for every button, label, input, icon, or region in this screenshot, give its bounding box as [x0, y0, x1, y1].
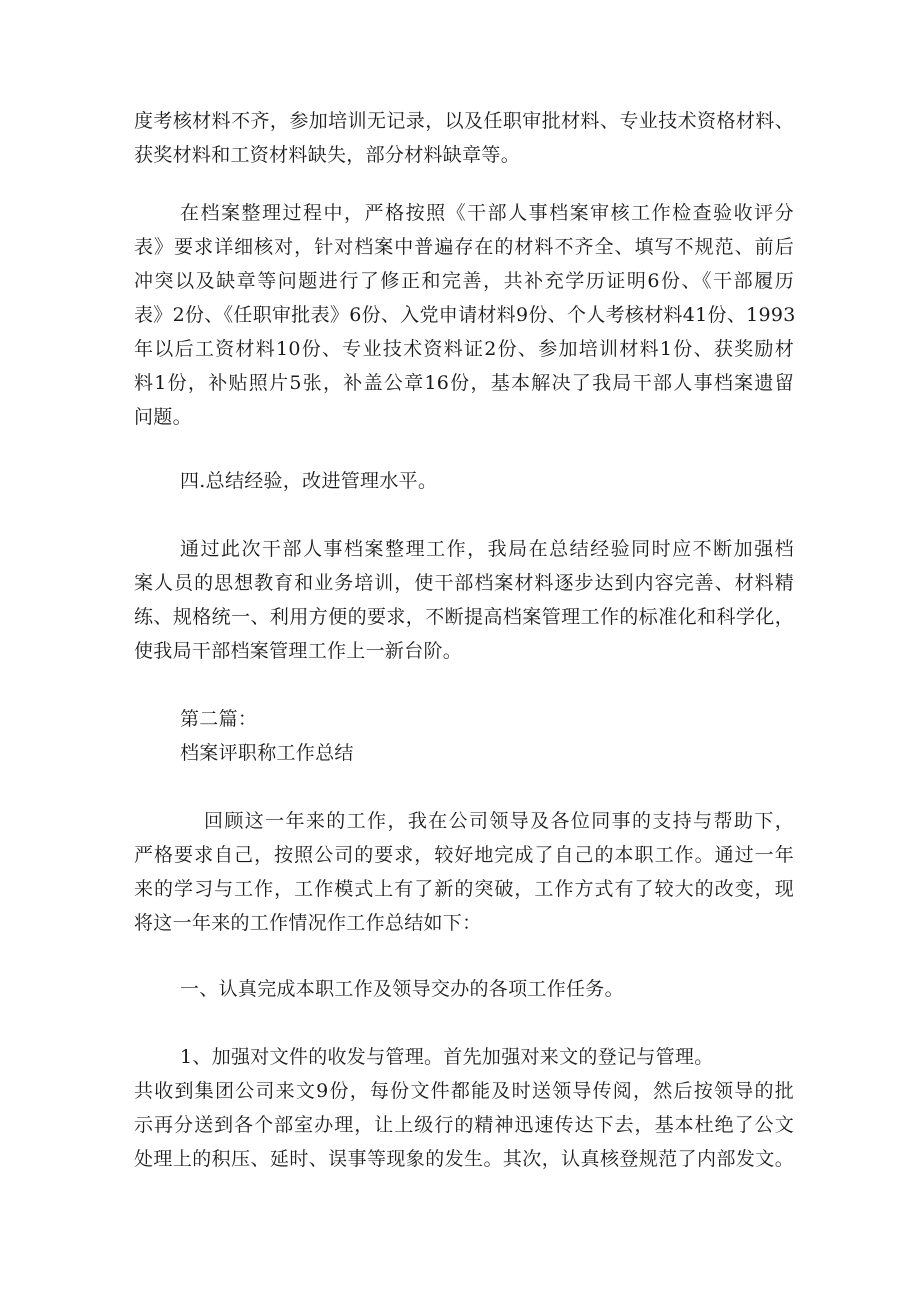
text-line: 将这一年来的工作情况作工作总结如下：: [134, 912, 482, 934]
text-line: 回顾这一年来的工作，我在公司领导及各位同事的支持与帮助下，: [204, 810, 794, 832]
text-line: 四.总结经验，改进管理水平。: [180, 470, 438, 492]
paragraph-4: [134, 532, 794, 668]
chapter-number: 第二篇：: [180, 708, 258, 730]
text-line: 严格要求自己，按照公司的要求，较好地完成了自己的本职工作。通过一年: [134, 844, 794, 866]
chapter-name: 档案评职称工作总结: [180, 742, 354, 764]
section-heading-1: [134, 972, 794, 1006]
text-line: 表》要求详细核对，针对档案中普遍存在的材料不齐全、填写不规范、前后: [134, 236, 794, 258]
text-line: 处理上的积压、延时、误事等现象的发生。其次，认真核登规范了内部发文。: [134, 1148, 794, 1170]
text-line: 使我局干部档案管理工作上一新台阶。: [134, 640, 463, 662]
text-line: 示再分送到各个部室办理，让上级行的精神迅速传达下去，基本杜绝了公文: [134, 1114, 794, 1136]
text-line: 在档案整理过程中，严格按照《干部人事档案审核工作检查验收评分: [180, 202, 794, 224]
text-line: 度考核材料不齐，参加培训无记录，以及任职审批材料、专业技术资格材料、: [134, 110, 794, 132]
text-line: 来的学习与工作，工作模式上有了新的突破，工作方式有了较大的改变，现: [134, 878, 794, 900]
text-line: 料1份，补贴照片5张，补盖公章16份，基本解决了我局干部人事档案遗留: [134, 372, 794, 394]
text-line: 共收到集团公司来文9份，每份文件都能及时送领导传阅，然后按领导的批: [134, 1080, 794, 1102]
paragraph-1: [134, 104, 794, 172]
text-line: 冲突以及缺章等问题进行了修正和完善，共补充学历证明6份、《干部履历: [134, 270, 794, 292]
paragraph-8: [134, 1040, 794, 1176]
text-line: 获奖材料和工资材料缺失，部分材料缺章等。: [134, 144, 521, 166]
section-heading-4: [134, 464, 794, 498]
text-line: 1、加强对文件的收发与管理。首先加强对来文的登记与管理。: [180, 1046, 714, 1068]
text-line: 表》2份、《任职审批表》6份、入党申请材料9份、个人考核材料41份、1993: [134, 304, 796, 326]
paragraph-2: [134, 196, 794, 434]
paragraph-6: [134, 804, 794, 940]
chapter-title: [134, 702, 794, 770]
text-line: 一、认真完成本职工作及领导交办的各项工作任务。: [180, 978, 624, 1000]
text-line: 通过此次干部人事档案整理工作，我局在总结经验同时应不断加强档: [180, 538, 794, 560]
text-line: 问题。: [134, 406, 192, 428]
text-line: 案人员的思想教育和业务培训，使干部档案材料逐步达到内容完善、材料精: [134, 572, 794, 594]
text-line: 年以后工资材料10份、专业技术资料证2份、参加培训材料1份、获奖励材: [134, 338, 794, 360]
text-line: 练、规格统一、利用方便的要求，不断提高档案管理工作的标准化和科学化，: [134, 606, 794, 628]
